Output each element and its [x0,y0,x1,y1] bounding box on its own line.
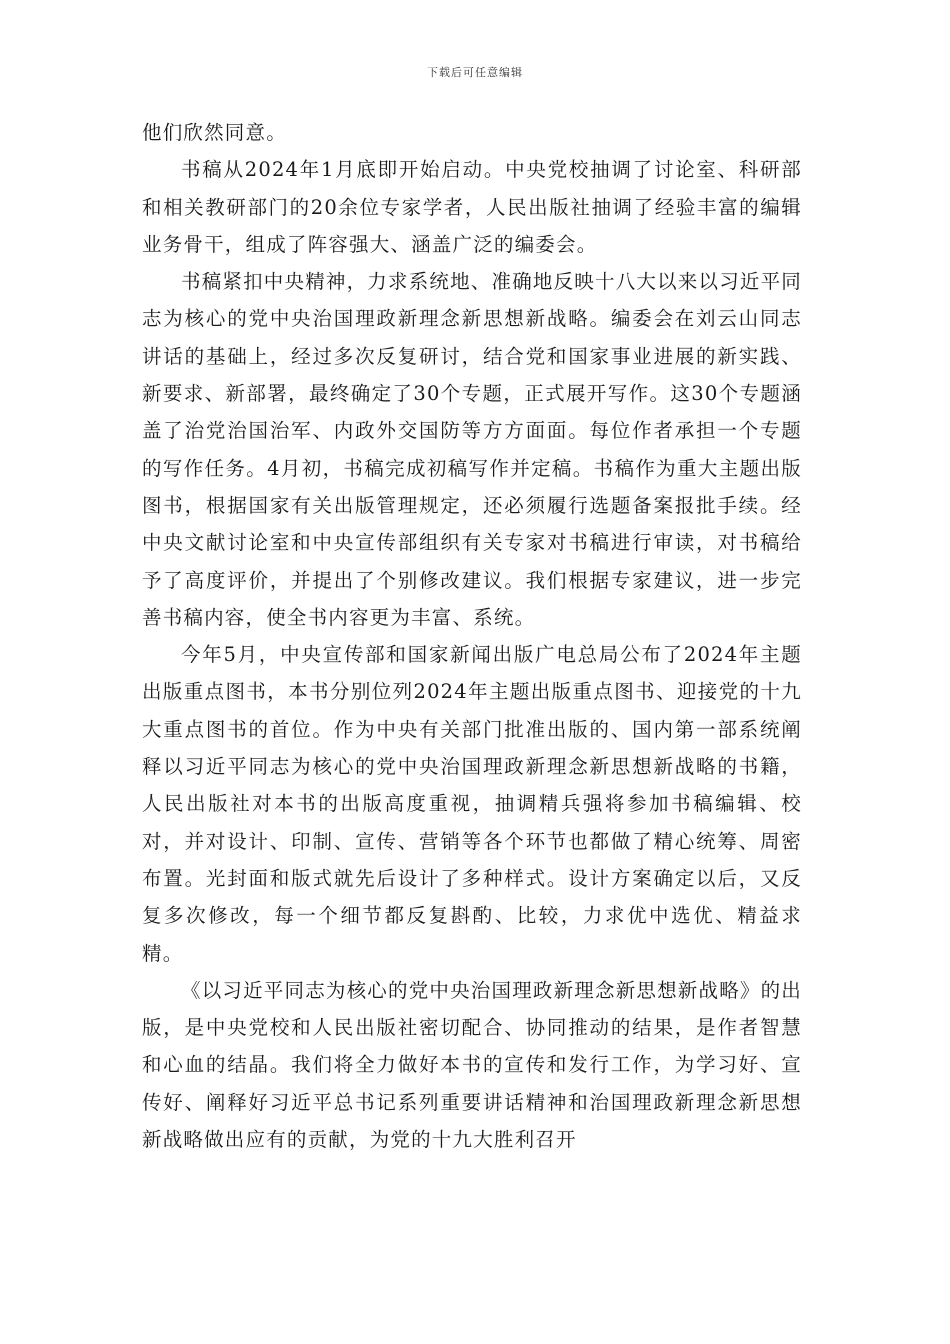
document-body [142,114,802,1158]
paragraph: 《以习近平同志为核心的党中央治国理政新理念新思想新战略》的出版，是中央党校和人民出版社密切配合、协同推动的结果，是作者智慧和心血的结晶。我们将全力做好本书的宣传和发行工作，为学习好、宣传好、阐释好习近平总书记系列重要讲话精神和治国理政新理念新思想新战略做出应有的贡献，为党的十九大胜利召开 [142,978,803,1152]
paragraph: 书稿紧扣中央精神，力求系统地、准确地反映十八大以来以习近平同志为核心的党中央治国理政新理念新思想新战略。编委会在刘云山同志讲话的基础上，经过多次反复研讨，结合党和国家事业进展的新实践、新要求、新部署，最终确定了30个专题，正式展开写作。这30个专题涵盖了治党治国治军、内政外交国防等方方面面。每位作者承担一个专题的写作任务。4月初，书稿完成初稿写作并定稿。书稿作为重大主题出版图书，根据国家有关出版管理规定，还必须履行选题备案报批手续。经中央文献讨论室和中央宣传部组织有关专家对书稿进行审读，对书稿给予了高度评价，并提出了个别修改建议。我们根据专家建议，进一步完善书稿内容，使全书内容更为丰富、系统。 [142,270,803,629]
page-header: 下载后可任意编辑 [427,66,523,79]
paragraph: 书稿从2024年1月底即开始启动。中央党校抽调了讨论室、科研部和相关教研部门的20余位专家学者，人民出版社抽调了经验丰富的编辑业务骨干，组成了阵容强大、涵盖广泛的编委会。 [142,158,802,256]
paragraph-continuation: 他们欣然同意。 [142,121,287,144]
paragraph: 今年5月，中央宣传部和国家新闻出版广电总局公布了2024年主题出版重点图书，本书分别位列2024年主题出版重点图书、迎接党的十九大重点图书的首位。作为中央有关部门批准出版的、国内第一部系统阐释以习近平同志为核心的党中央治国理政新理念新思想新战略的书籍，人民出版社对本书的出版高度重视，抽调精兵强将参加书稿编辑、校对，并对设计、印制、宣传、营销等各个环节也都做了精心统筹、周密布置。光封面和版式就先后设计了多种样式。设计方案确定以后，又反复多次修改，每一个细节都反复斟酌、比较，力求优中选优、精益求精。 [142,643,802,965]
